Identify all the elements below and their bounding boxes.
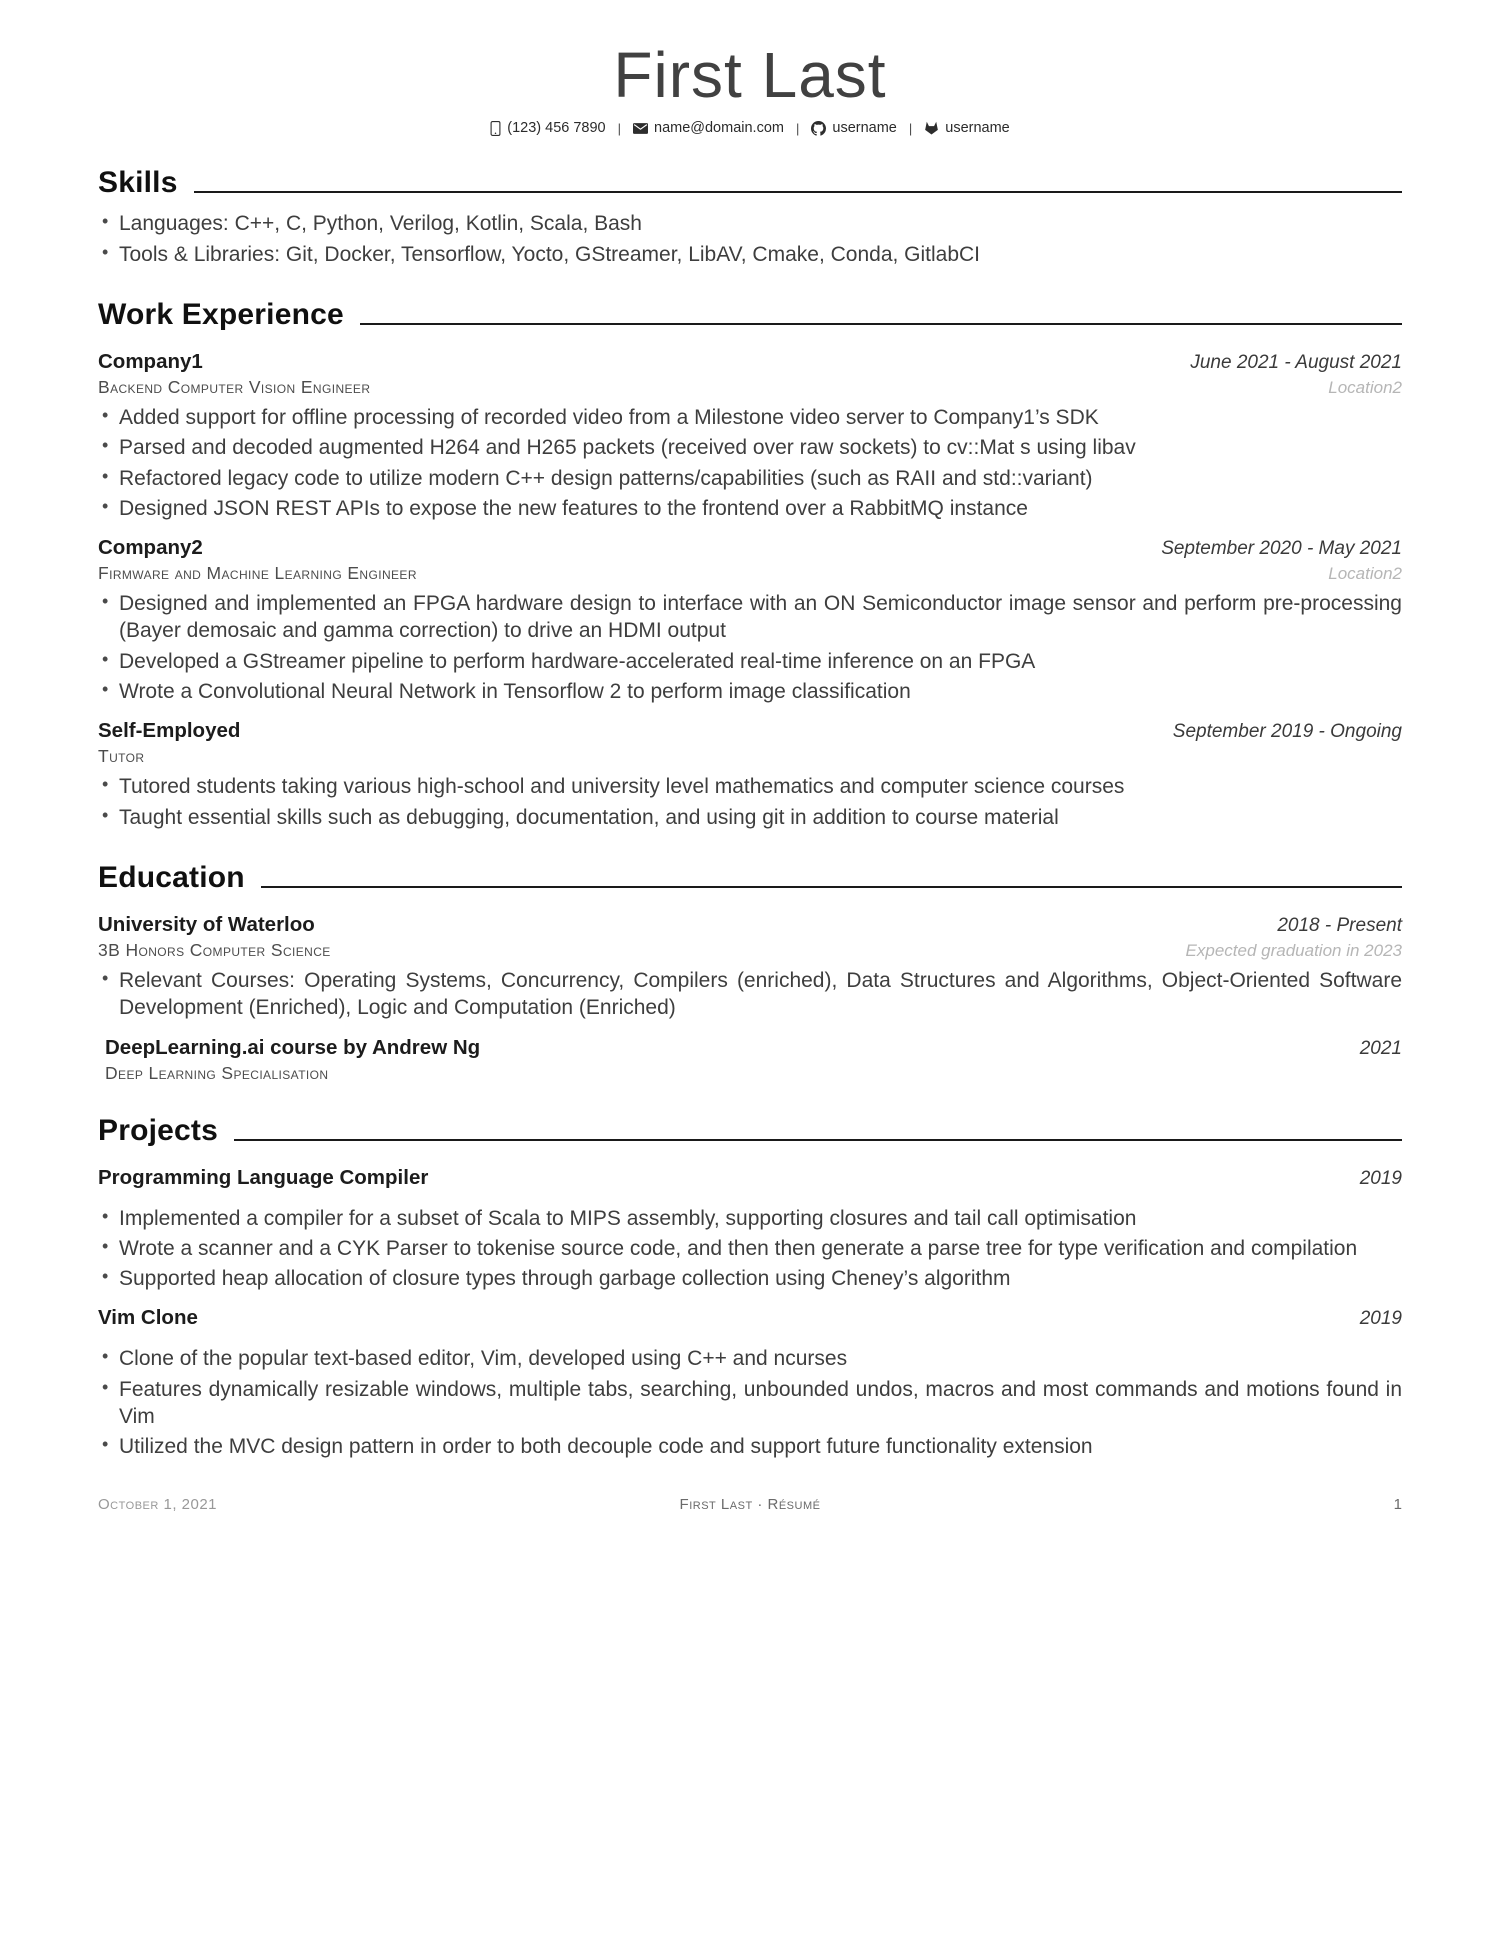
contact-line (98, 120, 1402, 136)
bullet-text: Parsed and decoded augmented H264 and H265 packets (received over raw sockets) to cv::Mat s using libav (119, 436, 1136, 460)
bullet-item (98, 773, 1402, 800)
email-item (633, 120, 784, 136)
bullet-text: Taught essential skills such as debugging, documentation, and using git in addition to course material (119, 805, 1059, 829)
page-footer (98, 1496, 1402, 1513)
project-name: Programming Language Compiler (98, 1165, 429, 1189)
bullet-item (98, 1205, 1402, 1232)
project-name: Vim Clone (98, 1306, 198, 1330)
company-name: Self-Employed (98, 719, 241, 743)
contact-separator: | (617, 120, 621, 136)
job-role: Tutor (98, 746, 145, 767)
bullet-item (98, 1433, 1402, 1460)
bullet-text: Tutored students taking various high-school and university level mathematics and computer science courses (119, 775, 1125, 799)
phone-icon (490, 121, 501, 136)
graduation-note: Expected graduation in 2023 (1185, 940, 1402, 960)
skill-text: Languages: C++, C, Python, Verilog, Kotlin, Scala, Bash (119, 212, 642, 236)
github-username: username (832, 120, 897, 137)
gitlab-icon (924, 121, 939, 135)
bullet-text: Utilized the MVC design pattern in order to both decouple code and support future functionality extension (119, 1435, 1093, 1459)
bullet-text: Wrote a Convolutional Neural Network in Tensorflow 2 to perform image classification (119, 680, 911, 704)
projects-heading-row (98, 1114, 1402, 1148)
skills-title: Skills (98, 166, 178, 200)
entry-title-row (98, 350, 1402, 374)
education-entry (98, 913, 1402, 1022)
github-item (811, 120, 896, 136)
entry-bullets (98, 1205, 1402, 1293)
work-entry (98, 350, 1402, 522)
section-rule (234, 1139, 1402, 1141)
entry-bullets (98, 404, 1402, 522)
gitlab-username: username (945, 120, 1010, 137)
school-name: University of Waterloo (98, 912, 315, 936)
skills-list (98, 210, 1402, 268)
bullet-text: Wrote a scanner and a CYK Parser to tokenise source code, and then then generate a parse tree for type verification and compilation (119, 1236, 1358, 1260)
entry-title-row (98, 1166, 1402, 1190)
bullet-text: Designed and implemented an FPGA hardware design to interface with an ON Semiconductor image sensor and perform pre-processing (Bayer demosaic and gamma correction) to drive an HDMI output (119, 592, 1402, 643)
skill-item (98, 241, 1402, 268)
section-rule (360, 323, 1402, 325)
footer-page-number: 1 (1393, 1496, 1402, 1513)
bullet-text: Developed a GStreamer pipeline to perform hardware-accelerated real-time inference on an FPGA (119, 649, 1036, 673)
entry-bullets (98, 1345, 1402, 1460)
bullet-text: Implemented a compiler for a subset of Scala to MIPS assembly, supporting closures and tail call optimisation (119, 1206, 1137, 1230)
contact-separator: | (795, 120, 800, 136)
entry-subtitle-row (98, 563, 1402, 584)
job-location: Location2 (1328, 377, 1402, 397)
entry-title-row (98, 536, 1402, 560)
work-heading-row (98, 298, 1402, 332)
skill-text: Tools & Libraries: Git, Docker, Tensorflow, Yocto, GStreamer, LibAV, Cmake, Conda, GitlabCI (119, 242, 981, 266)
entry-title-row (98, 1306, 1402, 1330)
education-title: Education (98, 860, 245, 894)
entry-title-row (98, 719, 1402, 743)
work-entry (98, 536, 1402, 705)
degree-name: 3B Honors Computer Science (98, 939, 331, 960)
section-projects (98, 1114, 1402, 1461)
entry-dates: June 2021 - August 2021 (1190, 351, 1402, 373)
phone-number: (123) 456 7890 (507, 120, 606, 137)
phone-item (490, 120, 605, 136)
project-entry (98, 1166, 1402, 1293)
entry-bullets (98, 773, 1402, 831)
skills-heading-row (98, 166, 1402, 200)
bullet-item (98, 1376, 1402, 1431)
bullet-text: Added support for offline processing of recorded video from a Milestone video server to Company1’s SDK (119, 405, 1099, 429)
entry-subtitle-row (105, 1063, 1402, 1084)
entry-dates: 2019 (1359, 1308, 1402, 1330)
entry-subtitle-row (98, 377, 1402, 398)
bullet-item (98, 590, 1402, 645)
entry-title-row (98, 913, 1402, 937)
bullet-text: Designed JSON REST APIs to expose the new features to the frontend over a RabbitMQ instance (119, 496, 1028, 520)
skill-item (98, 210, 1402, 237)
entry-dates: 2019 (1359, 1167, 1402, 1189)
bullet-item (98, 967, 1402, 1022)
course-name: DeepLearning.ai course by Andrew Ng (105, 1035, 481, 1059)
gitlab-item (924, 120, 1009, 136)
bullet-text: Relevant Courses: Operating Systems, Concurrency, Compilers (enriched), Data Structures and Algorithms, Object-Oriented Software Development (Enriched), Logic and Computation (Enriched) (119, 968, 1402, 1020)
entry-dates: 2018 - Present (1277, 914, 1402, 936)
bullet-text: Features dynamically resizable windows, multiple tabs, searching, unbounded undos, macros and most commands and motions found in Vim (119, 1377, 1402, 1429)
bullet-item (98, 434, 1402, 461)
company-name: Company2 (98, 536, 203, 560)
bullet-item (98, 465, 1402, 492)
entry-dates: 2021 (1359, 1037, 1402, 1059)
bullet-item (98, 678, 1402, 705)
entry-bullets (98, 590, 1402, 705)
footer-date: October 1, 2021 (98, 1496, 218, 1513)
degree-name: Deep Learning Specialisation (105, 1062, 329, 1083)
entry-subtitle-row (98, 746, 1402, 767)
section-education (98, 861, 1402, 1084)
section-skills (98, 166, 1402, 268)
entry-dates: September 2020 - May 2021 (1161, 538, 1402, 560)
entry-title-row (105, 1036, 1402, 1060)
projects-title: Projects (98, 1113, 218, 1147)
bullet-item (98, 804, 1402, 831)
job-location: Location2 (1328, 564, 1402, 584)
education-entry (98, 1036, 1402, 1084)
github-icon (811, 121, 826, 136)
email-address: name@domain.com (654, 120, 784, 137)
work-entry (98, 719, 1402, 831)
section-rule (261, 886, 1402, 888)
bullet-text: Clone of the popular text-based editor, Vim, developed using C++ and ncurses (119, 1347, 848, 1371)
bullet-item (98, 648, 1402, 675)
bullet-item (98, 404, 1402, 431)
bullet-item (98, 1235, 1402, 1262)
contact-separator: | (908, 120, 913, 136)
section-rule (194, 191, 1402, 193)
job-role: Firmware and Machine Learning Engineer (98, 563, 417, 584)
education-heading-row (98, 861, 1402, 895)
bullet-item (98, 495, 1402, 522)
project-entry (98, 1306, 1402, 1460)
entry-bullets (98, 967, 1402, 1022)
section-work-experience (98, 298, 1402, 831)
email-icon (633, 123, 648, 134)
resume-header (98, 40, 1402, 136)
company-name: Company1 (98, 349, 203, 373)
bullet-item (98, 1345, 1402, 1372)
footer-document-title: First Last · Résumé (679, 1496, 821, 1513)
job-role: Backend Computer Vision Engineer (98, 376, 371, 397)
bullet-item (98, 1265, 1402, 1292)
person-name: First Last (613, 39, 887, 111)
entry-dates: September 2019 - Ongoing (1172, 721, 1402, 743)
work-title: Work Experience (98, 297, 344, 331)
entry-subtitle-row (98, 940, 1402, 961)
bullet-text: Refactored legacy code to utilize modern C++ design patterns/capabilities (such as RAII and std::variant) (119, 466, 1093, 490)
bullet-text: Supported heap allocation of closure types through garbage collection using Cheney’s algorithm (119, 1267, 1011, 1291)
